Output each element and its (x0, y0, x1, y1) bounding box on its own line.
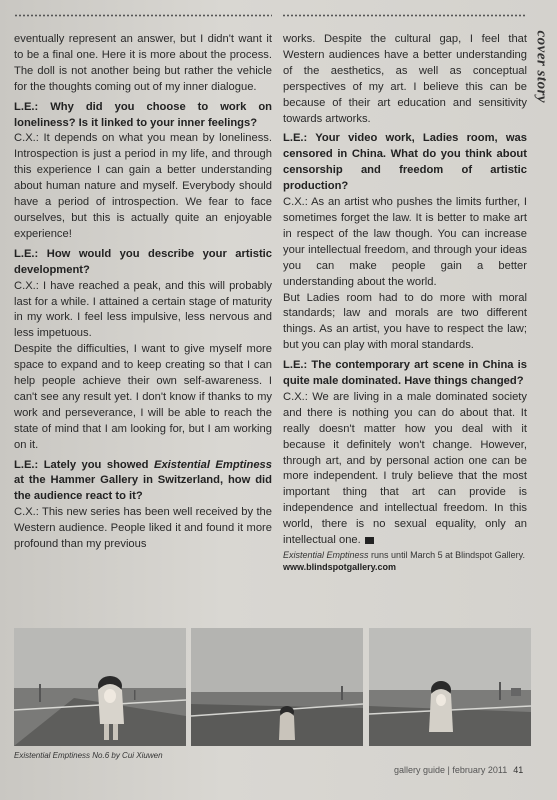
question-loneliness: L.E.: Why did you choose to work on loneliness? Is it linked to your inner feelings? (14, 100, 272, 129)
gallery-url[interactable]: www.blindspotgallery.com (283, 562, 397, 572)
answer-development-1: C.X.: I have reached a peak, and this will probably last for a while. I attained a certain stage of maturity in my work. I feel less impulsive, less nervous and less impetuous. (14, 279, 272, 340)
question-development: L.E.: How would you describe your artistic development? (14, 247, 272, 276)
end-mark (365, 537, 374, 544)
column-rule-left (14, 14, 272, 17)
image-caption-rest: by Cui Xiuwen (109, 751, 163, 760)
question-exhibition (14, 458, 272, 506)
question-male-dominated: L.E.: The contemporary art scene in China is quite male dominated. Have things changed? (283, 359, 527, 388)
exhibition-note (283, 549, 527, 561)
photo-strip (14, 628, 531, 746)
image-caption (14, 751, 163, 760)
answer-loneliness: C.X.: It depends on what you mean by loneliness. Introspection is just a period in my life, and through this experience I can gain a better understanding about human nature and myself. Everybody should have a period of introspection. We fear to face ourselves, but this is actually quite an enjoyable experience! (14, 132, 272, 240)
left-para-0: eventually represent an answer, but I didn't want it to be a final one. Here it is more about the process. The doll is not another being but rather the vehicle for the thoughts coming out of my inner dialogue. (14, 33, 272, 93)
photo-1 (14, 628, 186, 746)
page-footer (394, 765, 523, 775)
column-rule-right (282, 14, 527, 17)
photo-3 (369, 628, 531, 746)
section-label (531, 22, 551, 152)
photo-2 (191, 628, 363, 746)
exhibition-note-title: Existential Emptiness (283, 550, 369, 560)
page-number: 41 (513, 765, 524, 775)
image-caption-title: Existential Emptiness No.6 (14, 751, 110, 760)
answer-male-dominated-text: C.X.: We are living in a male dominated society and there is nothing you can do about that. It really doesn't matter how you deal with it because it definitely won't change. However, through art, and by personal action one can be more independent. I truly believe that the most important thing that art can provide is independence and intellectual freedom. In this world, there is no sexual equality, only an intellectual one. (283, 390, 527, 547)
right-para-0: works. Despite the cultural gap, I feel that Western audiences have a better understanding of the aesthetics, as well as conceptual perspectives of my art. I believe this can be because of their art education and sensitivity towards artworks. (283, 33, 527, 125)
left-column (14, 32, 272, 553)
answer-male-dominated (283, 390, 527, 549)
section-label-text: cover story (533, 30, 550, 104)
answer-censorship-1: C.X.: As an artist who pushes the limits further, I sometimes forget the law. It is better to make art in respect of the law though. You can increase your intellectual freedom, and through your ideas you can make people gain a better understanding about the world. (283, 196, 527, 288)
question-exhibition-part1: L.E.: Lately you showed (14, 458, 154, 471)
question-censorship: L.E.: Your video work, Ladies room, was censored in China. What do you think about censorship and freedom of artistic production? (283, 132, 527, 193)
answer-development-2: Despite the difficulties, I want to give myself more space to expand and to keep creating so that I can help people achieve their own self-awareness. I can't see any result yet. I don't know if thanks to my work and perseverance, I will be able to reach the state of mind that I am looking for, but I am working on it. (14, 343, 272, 451)
question-exhibition-part2: at the Hammer Gallery in Switzerland, how did the audience react to it? (14, 474, 272, 503)
answer-exhibition: C.X.: This new series has been well received by the Western audience. People liked it and found it more profound than my previous (14, 506, 272, 551)
answer-censorship-2: But Ladies room had to do more with moral standards; law and morals are two different things. As an artist, you have to respect the law; but you can play with moral standards. (283, 291, 527, 352)
footer-publication: gallery guide | february 2011 (394, 765, 508, 775)
right-column (283, 32, 527, 574)
exhibition-note-rest: runs until March 5 at Blindspot Gallery. (368, 550, 525, 560)
question-exhibition-title: Existential Emptiness (153, 458, 272, 471)
